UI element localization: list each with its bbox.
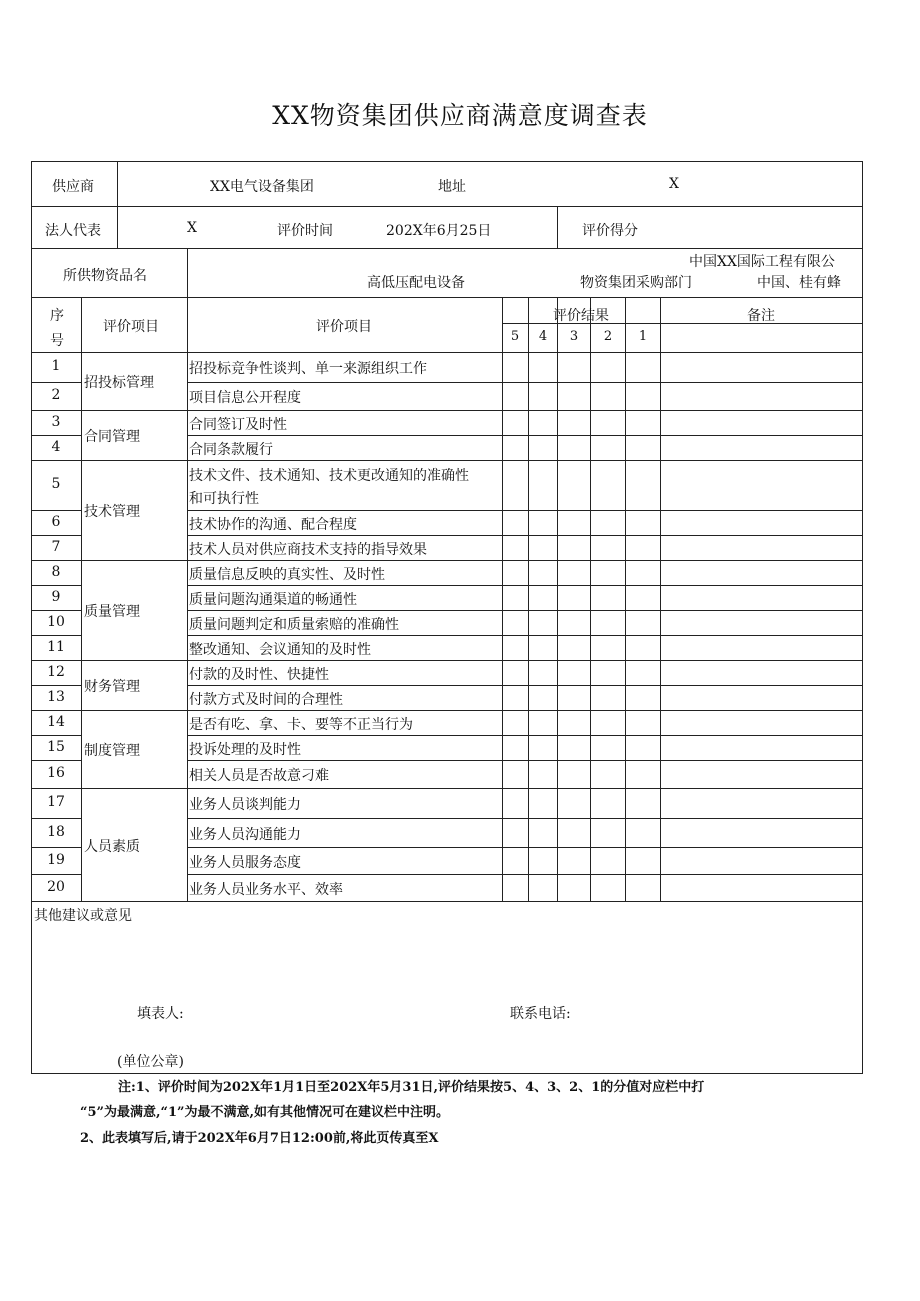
legal-rep-value: X: [187, 220, 197, 236]
grid-line: [187, 788, 863, 789]
category-header: 评价项目: [103, 319, 159, 335]
row-number: 6: [51, 514, 61, 530]
supplier-value: XX电气设备集团: [210, 179, 314, 195]
row-number: 17: [47, 794, 65, 810]
row-item: 质量问题沟通渠道的畅通性: [189, 592, 357, 608]
note-line-1: 注:1、评价时间为202X年1月1日至202X年5月31日,评价结果按5、4、3、2、1的分值对应栏中打: [118, 1080, 705, 1095]
row-item: 招投标竞争性谈判、单一来源组织工作: [189, 361, 427, 377]
goods-value: 高低压配电设备: [367, 275, 465, 291]
row-number: 20: [47, 879, 65, 895]
row-item: 业务人员谈判能力: [189, 797, 301, 813]
org-name-line2: 物资集团采购部门: [580, 275, 692, 291]
category-label: 招投标管理: [84, 375, 154, 391]
eval-time-value: 202X年6月25日: [386, 223, 492, 239]
row-item: 合同签订及时性: [189, 417, 287, 433]
grid-line: [187, 535, 863, 536]
grid-line: [31, 435, 82, 436]
row-item: 业务人员服务态度: [189, 855, 301, 871]
grid-line: [31, 382, 82, 383]
row-number: 5: [51, 476, 61, 492]
row-item: 和可执行性: [189, 491, 259, 507]
score-column-header: 4: [538, 329, 548, 344]
supplier-label: 供应商: [52, 179, 94, 195]
grid-line: [117, 161, 118, 249]
grid-line: [187, 710, 863, 711]
category-label: 质量管理: [84, 604, 140, 620]
grid-line: [31, 635, 82, 636]
grid-line: [31, 735, 82, 736]
grid-line: [31, 410, 82, 411]
grid-line: [31, 585, 82, 586]
grid-line: [81, 297, 82, 353]
grid-line: [31, 710, 82, 711]
grid-line: [187, 847, 863, 848]
seq-header: 号: [50, 333, 64, 349]
grid-line: [31, 510, 82, 511]
page-title: XX物资集团供应商满意度调查表: [272, 101, 648, 130]
seal-label: (单位公章): [117, 1054, 184, 1070]
score-column-header: 3: [569, 329, 579, 344]
grid-line: [31, 161, 863, 162]
row-item: 相关人员是否故意刁难: [189, 768, 329, 784]
score-column-header: 1: [638, 329, 648, 344]
grid-line: [187, 635, 863, 636]
grid-line: [187, 382, 863, 383]
grid-line: [31, 1073, 863, 1074]
grid-line: [187, 874, 863, 875]
grid-line: [81, 410, 188, 411]
category-label: 合同管理: [84, 429, 140, 445]
address-label: 地址: [438, 179, 466, 195]
grid-line: [81, 560, 188, 561]
category-label: 人员素质: [84, 839, 140, 855]
filler-label: 填表人:: [137, 1006, 184, 1022]
grid-line: [557, 206, 558, 249]
row-number: 14: [47, 714, 65, 730]
eval-time-label: 评价时间: [277, 223, 333, 239]
row-number: 15: [47, 739, 65, 755]
grid-line: [31, 874, 82, 875]
row-number: 9: [51, 589, 61, 605]
remark-header: 备注: [747, 308, 775, 324]
grid-line: [81, 660, 188, 661]
org-name-line1: 中国XX国际工程有限公: [689, 254, 835, 270]
row-item: 整改通知、会议通知的及时性: [189, 642, 371, 658]
grid-line: [31, 460, 82, 461]
result-header: 评价结果: [553, 308, 609, 324]
seq-header: 序: [50, 308, 64, 324]
grid-line: [187, 560, 863, 561]
row-item: 合同条款履行: [189, 442, 273, 458]
row-item: 技术人员对供应商技术支持的指导效果: [189, 542, 427, 558]
grid-line: [31, 788, 82, 789]
grid-line: [31, 248, 863, 249]
grid-line: [187, 585, 863, 586]
row-number: 19: [47, 852, 65, 868]
grid-line: [31, 560, 82, 561]
grid-line: [660, 297, 661, 902]
grid-line: [528, 297, 529, 902]
item-header: 评价项目: [316, 319, 372, 335]
grid-line: [31, 901, 82, 902]
category-label: 技术管理: [84, 504, 140, 520]
grid-line: [81, 710, 188, 711]
row-number: 11: [47, 639, 65, 655]
row-number: 4: [51, 439, 61, 455]
row-item: 是否有吃、拿、卡、要等不正当行为: [189, 717, 413, 733]
grid-line: [187, 248, 188, 902]
grid-line: [31, 818, 82, 819]
legal-rep-label: 法人代表: [45, 223, 101, 239]
score-column-header: 2: [603, 329, 613, 344]
grid-line: [31, 535, 82, 536]
grid-line: [31, 610, 82, 611]
grid-line: [187, 510, 863, 511]
grid-line: [81, 352, 188, 353]
goods-label: 所供物资品名: [63, 268, 147, 284]
row-number: 10: [47, 614, 65, 630]
row-item: 投诉处理的及时性: [189, 742, 301, 758]
score-label: 评价得分: [582, 223, 638, 239]
grid-line: [187, 760, 863, 761]
grid-line: [81, 460, 188, 461]
grid-line: [187, 660, 863, 661]
row-item: 质量问题判定和质量索赔的准确性: [189, 617, 399, 633]
grid-line: [187, 460, 863, 461]
row-item: 业务人员沟通能力: [189, 827, 301, 843]
row-number: 2: [51, 387, 61, 403]
note-line-3: 2、此表填写后,请于202X年6月7日12:00前,将此页传真至X: [80, 1131, 439, 1146]
row-number: 12: [47, 664, 65, 680]
grid-line: [187, 818, 863, 819]
row-item: 技术文件、技术通知、技术更改通知的准确性: [189, 468, 469, 484]
org-contact: 中国、桂有蜂: [757, 275, 841, 291]
grid-line: [557, 297, 558, 902]
phone-label: 联系电话:: [510, 1006, 571, 1022]
grid-line: [502, 297, 503, 902]
grid-line: [187, 610, 863, 611]
suggestions-label: 其他建议或意见: [34, 908, 132, 924]
grid-line: [31, 760, 82, 761]
grid-line: [31, 685, 82, 686]
grid-line: [31, 297, 863, 298]
grid-line: [187, 435, 863, 436]
row-item: 技术协作的沟通、配合程度: [189, 517, 357, 533]
note-line-2: “5”为最满意,“1”为最不满意,如有其他情况可在建议栏中注明。: [80, 1105, 450, 1120]
grid-line: [187, 410, 863, 411]
grid-line: [81, 788, 188, 789]
address-value: X: [669, 176, 679, 192]
row-number: 1: [51, 358, 61, 374]
grid-line: [187, 901, 863, 902]
row-number: 3: [51, 414, 61, 430]
row-item: 付款方式及时间的合理性: [189, 692, 343, 708]
grid-line: [590, 297, 591, 902]
row-item: 项目信息公开程度: [189, 390, 301, 406]
category-label: 制度管理: [84, 743, 140, 759]
grid-line: [31, 206, 863, 207]
category-label: 财务管理: [84, 679, 140, 695]
grid-line: [31, 847, 82, 848]
grid-line: [187, 735, 863, 736]
row-number: 8: [51, 564, 61, 580]
row-number: 13: [47, 689, 65, 705]
row-item: 质量信息反映的真实性、及时性: [189, 567, 385, 583]
row-number: 18: [47, 824, 65, 840]
grid-line: [187, 685, 863, 686]
row-number: 16: [47, 765, 65, 781]
score-column-header: 5: [510, 329, 520, 344]
row-item: 业务人员业务水平、效率: [189, 882, 343, 898]
grid-line: [625, 297, 626, 902]
grid-line: [81, 901, 188, 902]
grid-line: [31, 660, 82, 661]
row-number: 7: [51, 539, 61, 555]
row-item: 付款的及时性、快捷性: [189, 667, 329, 683]
